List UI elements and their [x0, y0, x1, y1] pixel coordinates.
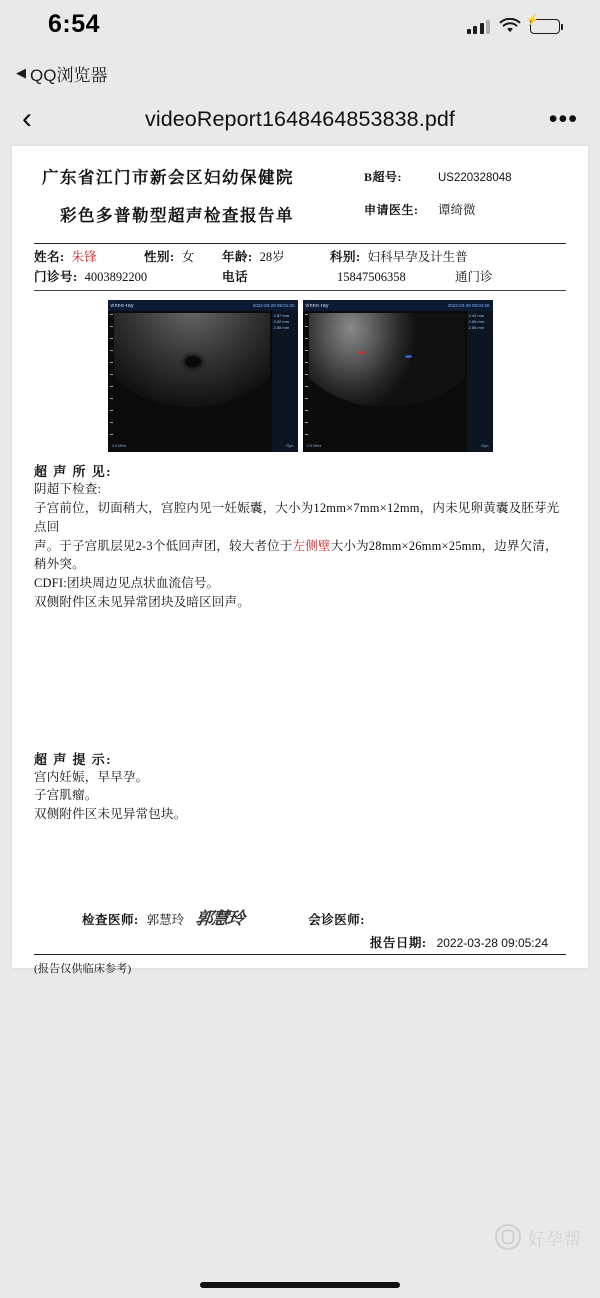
- app-watermark-label: 好孕帮: [528, 1229, 582, 1249]
- wifi-icon: [499, 18, 521, 34]
- hospital-name: 广东省江门市新会区妇幼保健院: [42, 168, 294, 187]
- navigation-bar: [0, 88, 600, 150]
- patient-info: [34, 251, 566, 284]
- name-label: 姓名:: [34, 250, 65, 264]
- impression-line: 双侧附件区未见异常包块。: [34, 807, 187, 821]
- depth-label: 2.55 mm: [468, 325, 485, 331]
- examiner-handwritten-signature: 郭慧玲: [194, 908, 246, 928]
- depth-scale-left: [110, 314, 113, 438]
- bultrasound-no-value: US220328048: [438, 172, 512, 184]
- findings-line: 双侧附件区未见异常团块及暗区回声。: [34, 594, 250, 609]
- depth-label: 2.43 mm: [468, 313, 485, 319]
- doppler-flow-marker: [358, 351, 365, 354]
- ultrasound-image-right[interactable]: [303, 300, 493, 452]
- signature-divider: [34, 954, 566, 955]
- doppler-flow-marker: [405, 355, 412, 358]
- ultrasound-mode-left: Gyn: [286, 443, 294, 449]
- depth-label: 2.69 mm: [468, 319, 485, 325]
- ultrasound-brand-left: vinno-ray: [110, 302, 134, 309]
- cellular-signal-icon: [467, 18, 491, 34]
- status-bar: [0, 0, 600, 58]
- meta-row: [364, 200, 566, 218]
- back-triangle-icon: ◀: [16, 65, 26, 80]
- status-bar-indicators: [467, 14, 561, 34]
- findings-title: 超 声 所 见:: [34, 464, 113, 480]
- findings-line: 声。于子宫肌层见2-3个低回声团，较大者位于左侧壁大小为28mm×26mm×25mm，边界欠清，稍外突。: [34, 538, 558, 572]
- clinic-no-label: 门诊号:: [34, 270, 78, 285]
- patient-row-2: [34, 271, 566, 284]
- app-watermark: [495, 1224, 582, 1250]
- report-footnote: (报告仅供临床参考): [34, 962, 132, 975]
- signature-row: [34, 904, 566, 929]
- findings-line: CDFI:团块周边见点状血流信号。: [34, 576, 220, 590]
- ultrasound-params-right: [467, 311, 493, 452]
- depth-label: 2.87 mm: [273, 313, 290, 319]
- back-button[interactable]: ‹: [22, 102, 32, 135]
- patient-divider: [34, 290, 566, 291]
- report-type-title: 彩色多普勒型超声检查报告单: [60, 206, 294, 225]
- impression-title: 超 声 提 示:: [34, 751, 113, 767]
- requesting-doctor-value: 谭绮微: [438, 203, 476, 217]
- report-meta: [364, 164, 566, 233]
- name-value: 朱锋: [71, 250, 97, 264]
- gestational-sac-marker: [185, 356, 201, 367]
- examiner-value: 郭慧玲: [146, 912, 185, 927]
- report-date-row: [34, 933, 566, 951]
- ultrasound-date-right: 2022-03-28 09:04:26: [447, 303, 490, 309]
- requesting-doctor-label: 申请医生:: [364, 203, 419, 217]
- signature-block: [34, 904, 566, 976]
- phone-value: 15847506358: [337, 270, 406, 285]
- header-divider: [34, 243, 566, 244]
- ultrasound-sector-left: [114, 313, 270, 438]
- home-indicator[interactable]: [200, 1282, 400, 1288]
- report-date-label: 报告日期:: [369, 935, 427, 950]
- ultrasound-date-left: 2022-03-28 09:01:00: [252, 303, 295, 309]
- impression-line: 宫内妊娠，早早孕。: [34, 769, 149, 784]
- depth-label: 2.55 mm: [273, 325, 290, 331]
- report-document: [34, 164, 566, 976]
- back-to-app-label: QQ浏览器: [30, 65, 108, 85]
- sex-value: 女: [181, 250, 195, 264]
- department-label: 科别:: [330, 250, 361, 264]
- ultrasound-mode-right: Gyn: [481, 443, 489, 449]
- impression-line: 子宫肌瘤。: [34, 788, 98, 803]
- meta-row: [364, 168, 566, 185]
- depth-label: 3.02 mm: [273, 319, 290, 325]
- ultrasound-images: [34, 300, 566, 452]
- findings-line: 子宫前位，切面稍大，宫腔内见一妊娠囊，大小为12mm×7mm×12mm，内未见卵黄囊及胚芽光点回: [34, 501, 560, 534]
- bultrasound-no-label: B超号:: [364, 170, 403, 184]
- clinic-no-value: 4003892200: [84, 270, 148, 285]
- ultrasound-image-left[interactable]: [108, 300, 298, 452]
- ultrasound-brand-right: vinno-ray: [305, 302, 329, 309]
- consult-doctor-label: 会诊医师:: [308, 912, 365, 927]
- ultrasound-freq-left: 3.0 MHz: [111, 443, 127, 449]
- ultrasound-freq-right: 3.0 MHz: [306, 443, 322, 449]
- page-title: videoReport1648464853838.pdf: [144, 106, 456, 131]
- status-bar-time: 6:54: [48, 10, 101, 38]
- signature-spacer: [34, 824, 566, 898]
- app-logo-icon: [495, 1224, 521, 1250]
- more-options-button[interactable]: •••: [548, 104, 578, 133]
- department-value: 妇科早孕及计生普: [367, 250, 468, 264]
- ultrasound-params-left: [272, 311, 298, 452]
- depth-scale-right: [305, 314, 308, 438]
- report-header: [34, 164, 566, 233]
- patient-row-1: [34, 251, 566, 264]
- phone-label: 电话: [222, 270, 249, 285]
- report-date-value: 2022-03-28 09:05:24: [436, 935, 548, 950]
- sex-label: 性别:: [144, 250, 175, 264]
- examiner-label: 检查医师:: [82, 912, 139, 927]
- age-value: 28岁: [259, 250, 285, 264]
- back-to-app-link[interactable]: [0, 58, 600, 88]
- ultrasound-sector-right: [309, 313, 465, 438]
- content-spacer: [34, 612, 566, 740]
- battery-charging-icon: ⚡: [530, 19, 560, 34]
- age-label: 年龄:: [222, 250, 253, 264]
- visit-type-value: 通门诊: [455, 270, 493, 285]
- findings-line: 阴超下检查:: [34, 482, 102, 497]
- pdf-page[interactable]: [12, 146, 588, 975]
